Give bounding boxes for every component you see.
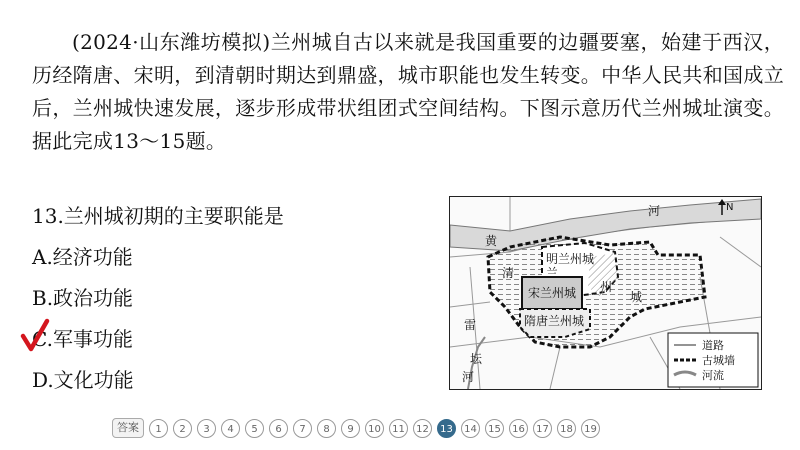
page-2[interactable]: 2 bbox=[173, 419, 192, 438]
question-stem: 13.兰州城初期的主要职能是 bbox=[32, 204, 284, 228]
page-6[interactable]: 6 bbox=[269, 419, 288, 438]
page-12[interactable]: 12 bbox=[413, 419, 432, 438]
page-14[interactable]: 14 bbox=[461, 419, 480, 438]
zhou-label: 州 bbox=[600, 280, 613, 294]
lei-label: 雷 bbox=[464, 318, 477, 332]
page-10[interactable]: 10 bbox=[365, 419, 384, 438]
qing-label: 清 bbox=[502, 266, 515, 280]
he-label: 河 bbox=[462, 370, 475, 384]
page-15[interactable]: 15 bbox=[485, 419, 504, 438]
tan-label: 坛 bbox=[470, 352, 483, 366]
ming-city-label: 明兰州城 bbox=[546, 252, 595, 266]
page-11[interactable]: 11 bbox=[389, 419, 408, 438]
page-3[interactable]: 3 bbox=[197, 419, 216, 438]
option-a[interactable]: A.经济功能 bbox=[32, 245, 133, 269]
map-legend bbox=[668, 333, 758, 387]
checkmark-icon bbox=[20, 318, 50, 354]
passage-text: (2024·山东潍坊模拟)兰州城自古以来就是我国重要的边疆要塞，始建于西汉，历经隋唐、宋明，到清朝时期达到鼎盛，城市职能也发生转变。中华人民共和国成立后，兰州城快速发展，逐步形成带状组团式空间结构。下图示意历代兰州城址演变。据此完成13～15题。 bbox=[32, 30, 784, 153]
city-evolution-map bbox=[449, 196, 762, 390]
svg-text:N: N bbox=[726, 202, 734, 213]
option-c[interactable]: C.军事功能 bbox=[32, 327, 133, 351]
page-5[interactable]: 5 bbox=[245, 419, 264, 438]
legend-river: 河流 bbox=[702, 369, 724, 382]
answer-button[interactable]: 答案 bbox=[112, 418, 144, 438]
cheng-label: 城 bbox=[630, 290, 643, 304]
question-block bbox=[32, 196, 284, 401]
page-9[interactable]: 9 bbox=[341, 419, 360, 438]
page-13[interactable]: 13 bbox=[437, 419, 456, 438]
river-label-left: 黄 bbox=[485, 234, 498, 248]
page-8[interactable]: 8 bbox=[317, 419, 336, 438]
page-18[interactable]: 18 bbox=[557, 419, 576, 438]
page-4[interactable]: 4 bbox=[221, 419, 240, 438]
page-7[interactable]: 7 bbox=[293, 419, 312, 438]
legend-road: 道路 bbox=[702, 339, 724, 352]
page-1[interactable]: 1 bbox=[149, 419, 168, 438]
page-16[interactable]: 16 bbox=[509, 419, 528, 438]
option-d[interactable]: D.文化功能 bbox=[32, 368, 134, 392]
suitang-city-label: 隋唐兰州城 bbox=[524, 314, 585, 328]
option-b[interactable]: B.政治功能 bbox=[32, 286, 134, 310]
song-city-label: 宋兰州城 bbox=[528, 286, 577, 300]
page-19[interactable]: 19 bbox=[581, 419, 600, 438]
question-navigation bbox=[112, 417, 600, 439]
lan-label: 兰 bbox=[546, 266, 559, 280]
river-label-right: 河 bbox=[648, 204, 661, 218]
legend-wall: 古城墙 bbox=[702, 354, 735, 367]
page-17[interactable]: 17 bbox=[533, 419, 552, 438]
